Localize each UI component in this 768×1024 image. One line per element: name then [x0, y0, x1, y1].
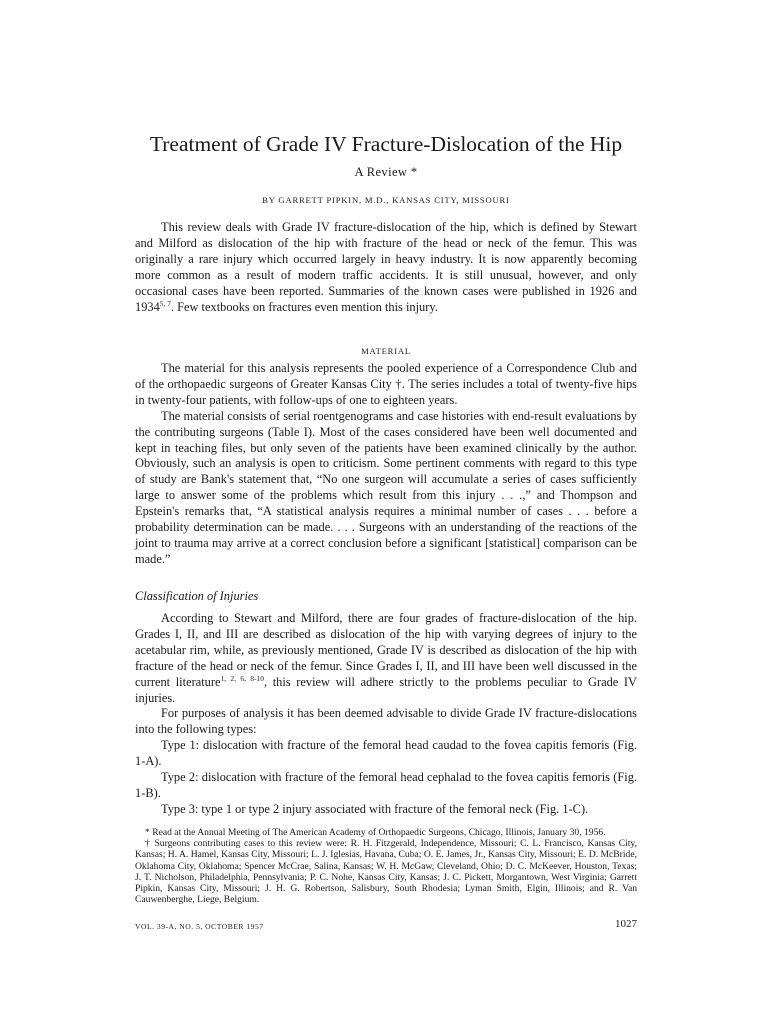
type-3-description: Type 3: type 1 or type 2 injury associated with fracture of the femoral neck (Fig. 1-C).: [161, 801, 589, 816]
footnote-meeting: * Read at the Annual Meeting of The American Academy of Orthopaedic Surgeons, Chicago, Illinois, January 30, 1956.: [145, 827, 606, 838]
intro-reference: 5, 7: [159, 298, 171, 308]
article-subtitle: [135, 165, 637, 180]
material-section: [135, 361, 637, 568]
material-paragraph-1: The material for this analysis represents the pooled experience of a Correspondence Club and of the orthopaedic surgeons of Greater Kansas City †. The series includes a total of twenty-five hips in twenty-four patients, with follow-ups of one to eighteen years.: [135, 361, 637, 407]
material-paragraph-2: The material consists of serial roentgenograms and case histories with end-result evaluations by the contributing surgeons (Table I). Most of the cases considered have been well documented and kept in teaching files, but only seven of the patients have been examined clinically by the author. Obviously, such an analysis is open to criticism. Some pertinent comments with regard to this type of study are Bank's statement that, “No one surgeon will accumulate a series of cases sufficiently large to answer some of the problems which result from this injury . . .,” and Thompson and Epstein's remarks that, “A statistical analysis requires a minimal number of cases . . . before a probability determination can be made. . . . Surgeons with an understanding of the reactions of the joint to trauma may arrive at a correct conclusion before a significant [statistical] comparison can be made.”: [135, 408, 637, 566]
classification-section: [135, 611, 637, 818]
intro-paragraph: [135, 220, 637, 315]
classification-paragraph-1: [135, 611, 637, 706]
type-1-description: Type 1: dislocation with fracture of the femoral head caudad to the fovea capitis femoris (Fig. 1-A).: [135, 738, 637, 769]
subtitle-footnote-marker: *: [410, 165, 418, 179]
author-byline: BY GARRETT PIPKIN, M.D., KANSAS CITY, MISSOURI: [262, 195, 510, 205]
subheading-classification: Classification of Injuries: [135, 589, 259, 603]
intro-section: [135, 220, 637, 315]
footnotes: [135, 827, 637, 905]
classification-reference: 1, 2, 6, 8-10: [220, 673, 264, 683]
intro-text-2: . Few textbooks on fractures even mention this injury.: [170, 299, 438, 314]
classification-text-1: According to Stewart and Milford, there are four grades of fracture-dislocation of the hip. Grades I, II, and III are described as dislocation of the hip with varying degrees of injury to the acetabular rim, while, as previously mentioned, Grade IV is described as dislocation of the hip with fracture of the head or neck of the femur. Since Grades I, II, and III have been well discussed in the current literature: [135, 611, 637, 689]
section-heading-material: MATERIAL: [361, 346, 411, 356]
classification-text-2: , this review will adhere strictly to the problems peculiar to Grade IV injuries.: [135, 674, 637, 705]
type-2-description: Type 2: dislocation with fracture of the femoral head cephalad to the fovea capitis femoris (Fig. 1-B).: [135, 770, 637, 800]
page-number: 1027: [615, 918, 637, 930]
classification-paragraph-2: For purposes of analysis it has been deemed advisable to divide Grade IV fracture-dislocations into the following types:: [135, 706, 637, 737]
article-title: Treatment of Grade IV Fracture-Dislocation of the Hip: [149, 132, 623, 156]
journal-citation: VOL. 39-A, NO. 5, OCTOBER 1957: [135, 922, 264, 931]
subtitle-text: A Review: [354, 165, 408, 179]
intro-text-1: This review deals with Grade IV fracture-dislocation of the hip, which is defined by Stewart and Milford as dislocation of the hip with fracture of the head or neck of the femur. This was originally a rare injury which occurred largely in heavy industry. It is now apparently becoming more common as a result of modern traffic accidents. It is still unusual, however, and only occasional cases have been reported. Summaries of the known cases were published in 1926 and 1934: [135, 220, 637, 314]
footnote-contributors: † Surgeons contributing cases to this review were: R. H. Fitzgerald, Independence, Missouri; C. L. Francisco, Kansas City, Kansas; H. A. Hamel, Kansas City, Missouri; L. J. Iglesias, Havana, Cuba; O. E. James, Jr., Kansas City, Missouri; E. D. McBride, Oklahoma City, Oklahoma; Spencer McCrae, Salina, Kansas; W. H. McGaw, Cleveland, Ohio; D. C. McKeever, Houston, Texas; J. T. Nicholson, Philadelphia, Pennsylvania; P. C. Nohe, Kansas City, Kansas; J. C. Pickett, Morgantown, West Virginia; Garrett Pipkin, Kansas City, Missouri; J. H. G. Robertson, Salisbury, South Rhodesia; Lyman Smith, Elgin, Illinois; and R. Van Cauwenberghe, Liege, Belgium.: [135, 838, 637, 906]
